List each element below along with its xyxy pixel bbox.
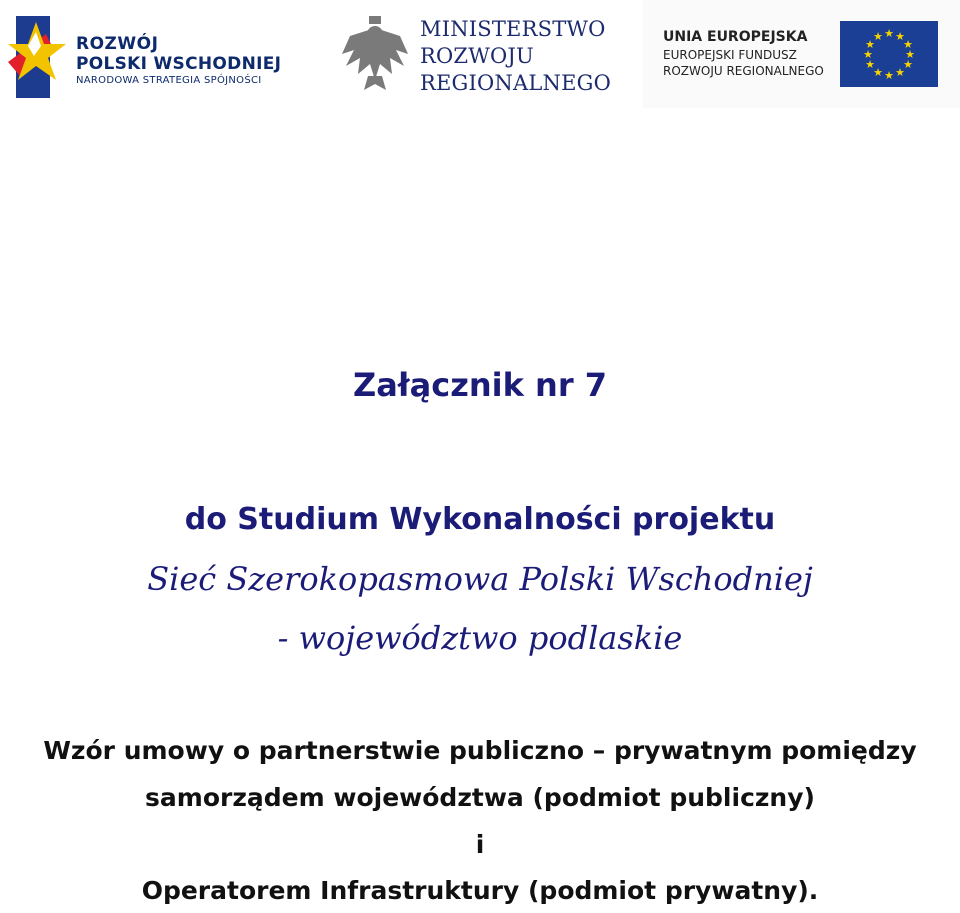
svg-text:★: ★ <box>865 58 875 71</box>
svg-text:★: ★ <box>895 30 905 43</box>
svg-text:★: ★ <box>863 48 873 61</box>
eu-logo-line1: UNIA EUROPEJSKA <box>663 29 808 45</box>
header-logos <box>0 0 960 110</box>
svg-text:★: ★ <box>884 69 894 82</box>
eu-logo <box>643 0 960 108</box>
eu-logo-line3: ROZWOJU REGIONALNEGO <box>663 64 824 78</box>
project-name-line2: - województwo podlaskie <box>277 619 683 657</box>
contract-description-line4: Operatorem Infrastruktury (podmiot prywatny). <box>141 876 819 905</box>
svg-text:★: ★ <box>873 30 883 43</box>
rpw-logo-line3: NARODOWA STRATEGIA SPÓJNOŚCI <box>76 75 262 86</box>
ministry-logo-line1: MINISTERSTWO <box>420 17 606 41</box>
ministry-logo-line3: REGIONALNEGO <box>420 71 612 95</box>
svg-text:★: ★ <box>873 66 883 79</box>
document-subtitle: do Studium Wykonalności projektu <box>184 502 776 537</box>
svg-text:★: ★ <box>903 38 913 51</box>
star-emblem-icon <box>6 14 68 100</box>
rpw-logo-line1: ROZWÓJ <box>76 34 159 54</box>
contract-description-line1: Wzór umowy o partnerstwie publiczno – prywatnym pomiędzy <box>43 736 917 765</box>
ministry-logo <box>340 12 610 98</box>
project-name-line1: Sieć Szerokopasmowa Polski Wschodniej <box>147 560 813 598</box>
rpw-logo-line2: POLSKI WSCHODNIEJ <box>76 54 282 74</box>
eu-logo-line2: EUROPEJSKI FUNDUSZ <box>663 48 797 62</box>
contract-description-line2: samorządem województwa (podmiot publiczny) <box>145 783 815 812</box>
svg-text:★: ★ <box>865 38 875 51</box>
svg-text:★: ★ <box>903 58 913 71</box>
document-title: Załącznik nr 7 <box>353 366 607 404</box>
rozwoj-polski-wschodniej-logo <box>6 14 291 100</box>
contract-description-line3: i <box>475 830 485 859</box>
eagle-emblem-icon <box>340 14 410 94</box>
svg-text:★: ★ <box>905 48 915 61</box>
svg-text:★: ★ <box>895 66 905 79</box>
ministry-logo-line2: ROZWOJU <box>420 44 534 68</box>
eu-flag-icon <box>840 21 938 87</box>
svg-text:★: ★ <box>884 27 894 40</box>
